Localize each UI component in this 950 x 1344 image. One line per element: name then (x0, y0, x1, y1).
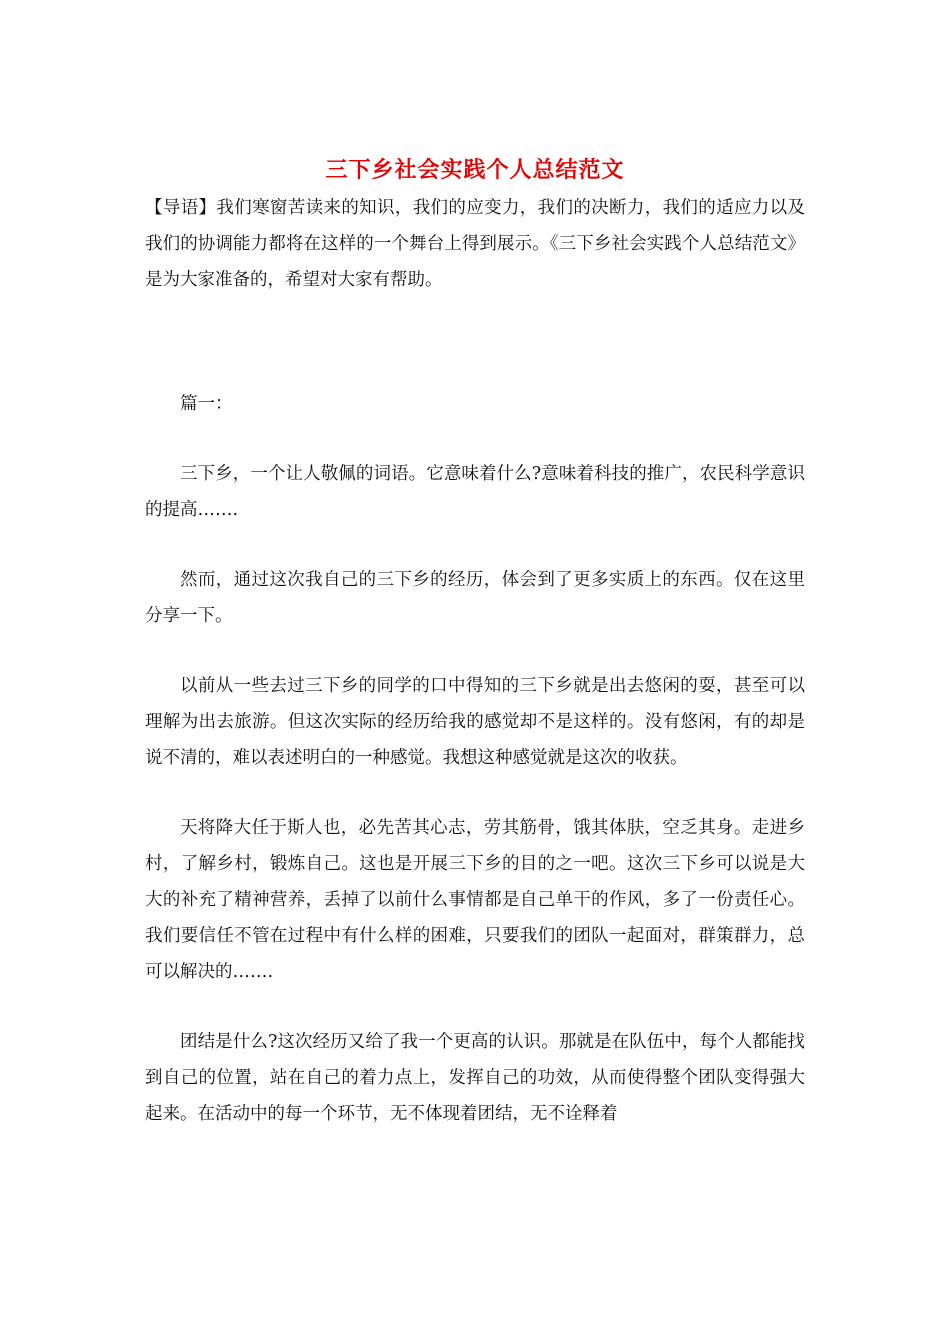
document-body (145, 150, 805, 1132)
spacer (145, 528, 805, 562)
body-paragraph: 天将降大任于斯人也，必先苦其心志，劳其筋骨，饿其体肤，空乏其身。走进乡村，了解乡村，锻炼自己。这也是开展三下乡的目的之一吧。这次三下乡可以说是大大的补充了精神营养，丢掉了以前什么事情都是自己单干的作风，多了一份责任心。我们要信任不管在过程中有什么样的困难，只要我们的团队一起面对，群策群力，总可以解决的……. (145, 818, 805, 982)
spacer (145, 990, 805, 1024)
spacer (145, 776, 805, 810)
body-paragraph: 三下乡，一个让人敬佩的词语。它意味着什么?意味着科技的推广，农民科学意识的提高……. (145, 464, 805, 520)
body-paragraph: 团结是什么?这次经历又给了我一个更高的认识。那就是在队伍中，每个人都能找到自己的位置，站在自己的着力点上，发挥自己的功效，从而使得整个团队变得强大起来。在活动中的每一个环节，无不体现着团结，无不诠释着 (145, 1032, 805, 1124)
spacer (145, 634, 805, 668)
spacer (145, 422, 805, 456)
body-paragraph: 以前从一些去过三下乡的同学的口中得知的三下乡就是出去悠闲的耍，甚至可以理解为出去旅游。但这次实际的经历给我的感觉却不是这样的。没有悠闲，有的却是说不清的，难以表述明白的一种感觉。我想这种感觉就是这次的收获。 (145, 676, 805, 768)
document-title: 三下乡社会实践个人总结范文 (325, 157, 625, 183)
intro-paragraph: 【导语】我们寒窗苦读来的知识，我们的应变力，我们的决断力，我们的适应力以及我们的协调能力都将在这样的一个舞台上得到展示。《三下乡社会实践个人总结范文》是为大家准备的，希望对大家有帮助。 (145, 198, 805, 290)
section-heading: 篇一： (180, 394, 233, 414)
body-paragraph: 然而，通过这次我自己的三下乡的经历，体会到了更多实质上的东西。仅在这里分享一下。 (145, 570, 805, 626)
spacer (145, 298, 805, 386)
